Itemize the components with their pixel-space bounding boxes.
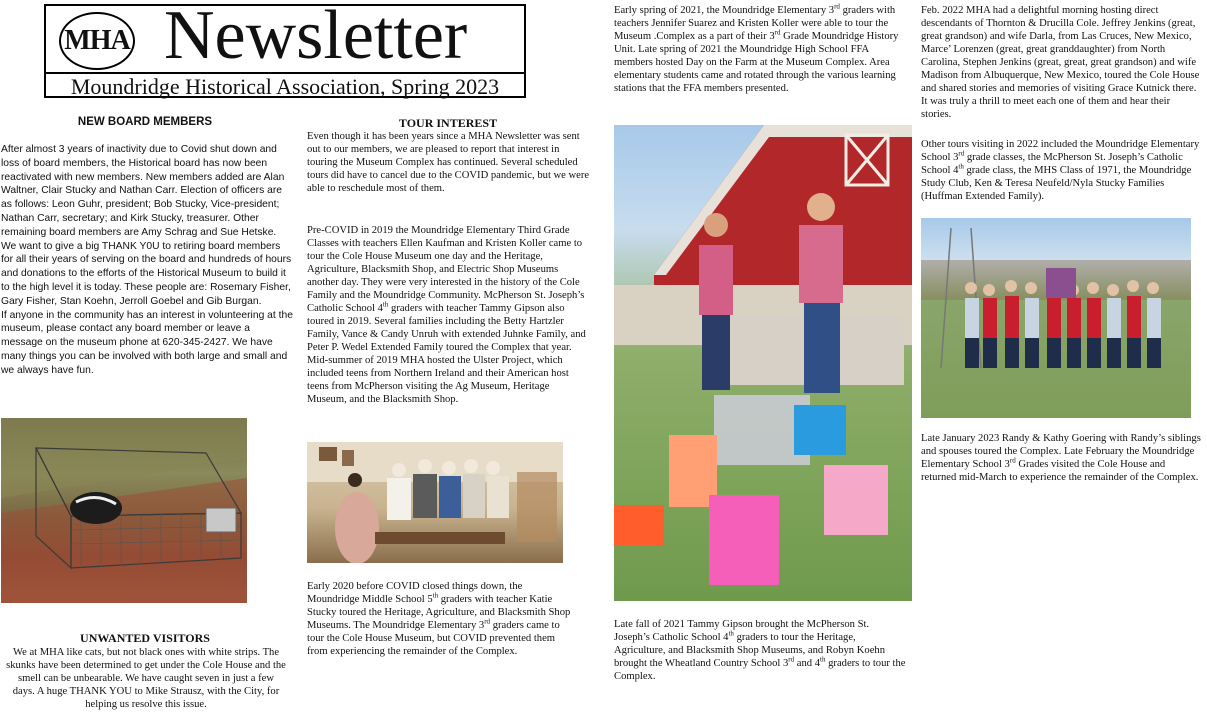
skunk-trap-photo	[1, 418, 247, 603]
tour-paragraph-3: Early 2020 before COVID closed things down, the Moundridge Middle School 5th graders with teacher Katie Stucky toured the Heritage, Agriculture, and Blacksmith Shop Museums. The Moundridge Elementary 3rd graders came to tour the Cole House Museum, but COVID prevented them from experiencing the remainder of the Complex.	[307, 581, 571, 657]
visitors-heading: UNWANTED VISITORS	[80, 631, 210, 645]
col3-paragraph-1: Early spring of 2021, the Moundridge Elementary 3rd graders with teachers Jennifer Suarez and Kristen Koller were able to tour the Museum .Complex as a part of their 3rd Grade Moundridge History Unit. Late spring of 2021 the Moundridge High School FFA members hosted Day on the Farm at the Museum Complex. Area elementary students came and rotated through the various learning stations that the FFA members presented.	[614, 2, 899, 94]
masthead	[44, 0, 526, 99]
class-photo	[921, 218, 1191, 418]
mha-logo: MHA	[59, 12, 135, 70]
col4-paragraph-1: Feb. 2022 MHA had a delightful morning hosting direct descendants of Thornton & Drucilla Cole. Jeffrey Jenkins (great, great grandson) and wife Darla, from Las Cruces, New Mexico, Marce’ Lorenzen (great, great granddaughter) from North Carolina, Stephen Jenkins (great, great, great grandson) and wife Madison from Albuquerque, New Mexico, toured the Cole House and shared stories and memories of visiting Grace Kutnick there. It was truly a thrill to meet each one of them and hear their stories.	[921, 5, 1200, 120]
newsletter-title: Newsletter	[164, 0, 468, 74]
col4-paragraph-2: Other tours visiting in 2022 included the Moundridge Elementary School 3rd grade classes, the McPherson St. Joseph’s Catholic School 4th grade class, the MHS Class of 1971, the Moundridge Study Club, Ken & Teresa Neufeld/Nyla Stucky Families (Huffman Extended Family).	[921, 139, 1200, 202]
tour-heading: TOUR INTEREST	[398, 116, 498, 130]
farm-day-photo	[614, 125, 912, 601]
board-article	[1, 143, 293, 378]
board-heading: NEW BOARD MEMBERS	[77, 116, 213, 128]
col4-paragraph-3: Late January 2023 Randy & Kathy Goering with Randy’s siblings and spouses toured the Complex. Late February the Moundridge Elementary School 3rd Grades visited the Cole House and returned mid-March to experience the remainder of the Complex.	[921, 433, 1201, 483]
museum-visit-photo	[307, 442, 563, 563]
col3-paragraph-2: Late fall of 2021 Tammy Gipson brought the McPherson St. Joseph’s Catholic School 4th graders to tour the Heritage, Agriculture, and Blacksmith Shop Museums, and Robyn Koehn brought the Wheatland Country School 3rd and 4th graders to tour the Complex.	[614, 619, 906, 682]
tour-paragraph-2: Pre-COVID in 2019 the Moundridge Elementary Third Grade Classes with teachers Ellen Kaufman and Kristen Koller came to tour the Cole House Museum one day and the Heritage, Agriculture, Blacksmith Shop, and Electric Shop Museums another day. They were very interested in the history of the Cole Family and the Moundridge Community. McPherson St. Joseph’s Catholic School 4th graders with teacher Tammy Gipson also toured in 2019. Several families including the Betty Hartzler Family, Vance & Candy Unruh with extended Juhnke Family, and Peter P. Wedel Extended Family toured the Complex that year. Mid-summer of 2019 MHA hosted the Ulster Project, which included teens from Northern Ireland and their American host teens from McPherson visiting the Ag Museum, Heritage Museum, and the Blacksmith Shop.	[307, 225, 586, 405]
board-paragraph-3: If anyone in the community has an interest in volunteering at the museum, please contact any board member or leave a message on the museum phone at 620-345-2427. We have many things you can be involved with both large and small and we always have fun.	[1, 309, 293, 376]
visitors-text: We at MHA like cats, but not black ones with white strips. The skunks have been determined to get under the Cole House and the smell can be unbearable. We have caught seven in just a few days. A huge THANK YOU to Mike Strausz, with the City, for helping us resolve this issue.	[6, 647, 286, 710]
newsletter-subtitle: Moundridge Historical Association, Spring 2023	[46, 72, 524, 100]
board-paragraph-2: We want to give a big THANK Y0U to retiring board members for all their years of serving on the board and hundreds of hours and donations to the efforts of the Historical Museum to build it to the high level it is today. These people are: Rosemary Fisher, Gary Fisher, Stan Koehn, Jerroll Goebel and Gib Burgan.	[1, 240, 292, 307]
board-paragraph-1: After almost 3 years of inactivity due to Covid shut down and loss of board members, the Historical board has now been reactivated with new members. New members added are Alan Waltner, Clair Stucky and Nathan Carr. Election of officers are as follows: Leon Guhr, president; Bob Stucky, Vice-president; Nathan Carr, secretary; and Kirk Stucky, treasurer. Other remaining board members are Amy Schrag and Sue Hetske.	[1, 144, 285, 238]
tour-paragraph-1: Even though it has been years since a MHA Newsletter was sent out to our members, we are pleased to report that interest in touring the Museum Complex has continued. Several scheduled tours did have to cancel due to the COVID pandemic, but we were able to reschedule most of them.	[307, 131, 590, 194]
